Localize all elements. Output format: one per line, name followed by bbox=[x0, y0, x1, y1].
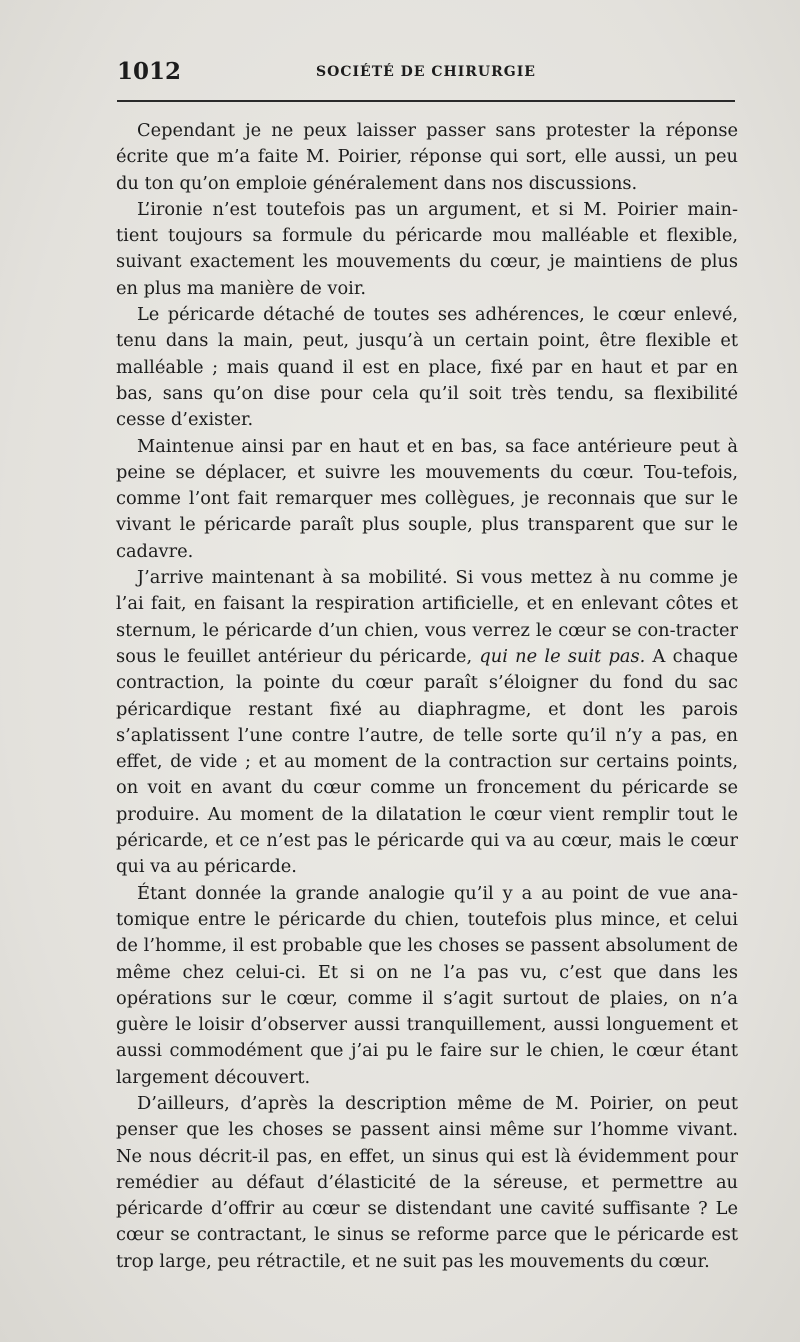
header-rule bbox=[117, 100, 735, 102]
paragraph-4: Maintenue ainsi par en haut et en bas, sa face antérieure peut à peine se déplacer, et suivre les mouvements du cœur. Tou-tefois, comme l’ont fait remarquer mes collègues, je reconnais que sur le vivant le péricarde paraît plus souple, plus transparent que sur le cadavre. bbox=[116, 435, 738, 562]
running-title: SOCIÉTÉ DE CHIRURGIE bbox=[316, 64, 536, 80]
paragraph-1: Cependant je ne peux laisser passer sans protester la réponse écrite que m’a faite M. Poirier, réponse qui sort, elle aussi, un peu du ton qu’on emploie généralement dans nos discussions. bbox=[116, 120, 738, 194]
paragraph-5-italic-text: qui ne le suit pas. bbox=[479, 645, 646, 667]
paragraph-5-text-before: J’arrive maintenant à sa mobilité. Si vous mettez à nu comme je l’ai fait, en faisant la respiration artificielle, et en enlevant côtes et sternum, le péricarde d’un chien, vous verrez le cœur se con-tracter sous le feuillet antérieur du péricarde, bbox=[116, 567, 738, 667]
paragraph-7: D’ailleurs, d’après la description même de M. Poirier, on peut penser que les choses se passent ainsi même sur l’homme vivant. Ne nous décrit-il pas, en effet, un sinus qui est là évidemment pour remédier au défaut d’élasticité de la séreuse, et permettre au péricarde d’offrir au cœur se distendant une cavité suffisante ? Le cœur se contractant, le sinus se reforme parce que le péricarde est trop large, peu rétractile, et ne suit pas les mouvements du cœur. bbox=[116, 1092, 738, 1272]
body-text bbox=[116, 118, 738, 1275]
paragraph-6: Étant donnée la grande analogie qu’il y a au point de vue ana-tomique entre le péricarde du chien, toutefois plus mince, et celui de l’homme, il est probable que les choses se passent absolument de même chez celui-ci. Et si on ne l’a pas vu, c’est que dans les opérations sur le cœur, comme il s’agit surtout de plaies, on n’a guère le loisir d’observer aussi tranquillement, aussi longuement et aussi commodément que j’ai pu le faire sur le chien, le cœur étant largement découvert. bbox=[116, 882, 738, 1088]
page-header bbox=[117, 58, 735, 88]
paragraph-2: L’ironie n’est toutefois pas un argument, et si M. Poirier main-tient toujours sa formule du péricarde mou malléable et flexible, suivant exactement les mouvements du cœur, je maintiens de plus en plus ma manière de voir. bbox=[116, 198, 738, 299]
paragraph-3: Le péricarde détaché de toutes ses adhérences, le cœur enlevé, tenu dans la main, peut, jusqu’à un certain point, être flexible et malléable ; mais quand il est en place, fixé par en haut et par en bas, sans qu’on dise pour cela qu’il soit très tendu, sa flexibilité cesse d’exister. bbox=[116, 304, 738, 431]
paragraph-5-text-after: A chaque contraction, la pointe du cœur paraît s’éloigner du fond du sac péricardique restant fixé au diaphragme, et dont les parois s’aplatissent l’une contre l’autre, de telle sorte qu’il n’y a pas, en effet, de vide ; et au moment de la contraction sur certains points, on voit en avant du cœur comme un froncement du péricarde se produire. Au moment de la dilatation le cœur vient remplir tout le péricarde, et ce n’est pas le péricarde qui va au cœur, mais le cœur qui va au péricarde. bbox=[116, 645, 739, 878]
page-number: 1012 bbox=[117, 58, 182, 85]
paragraph-5 bbox=[116, 565, 738, 881]
